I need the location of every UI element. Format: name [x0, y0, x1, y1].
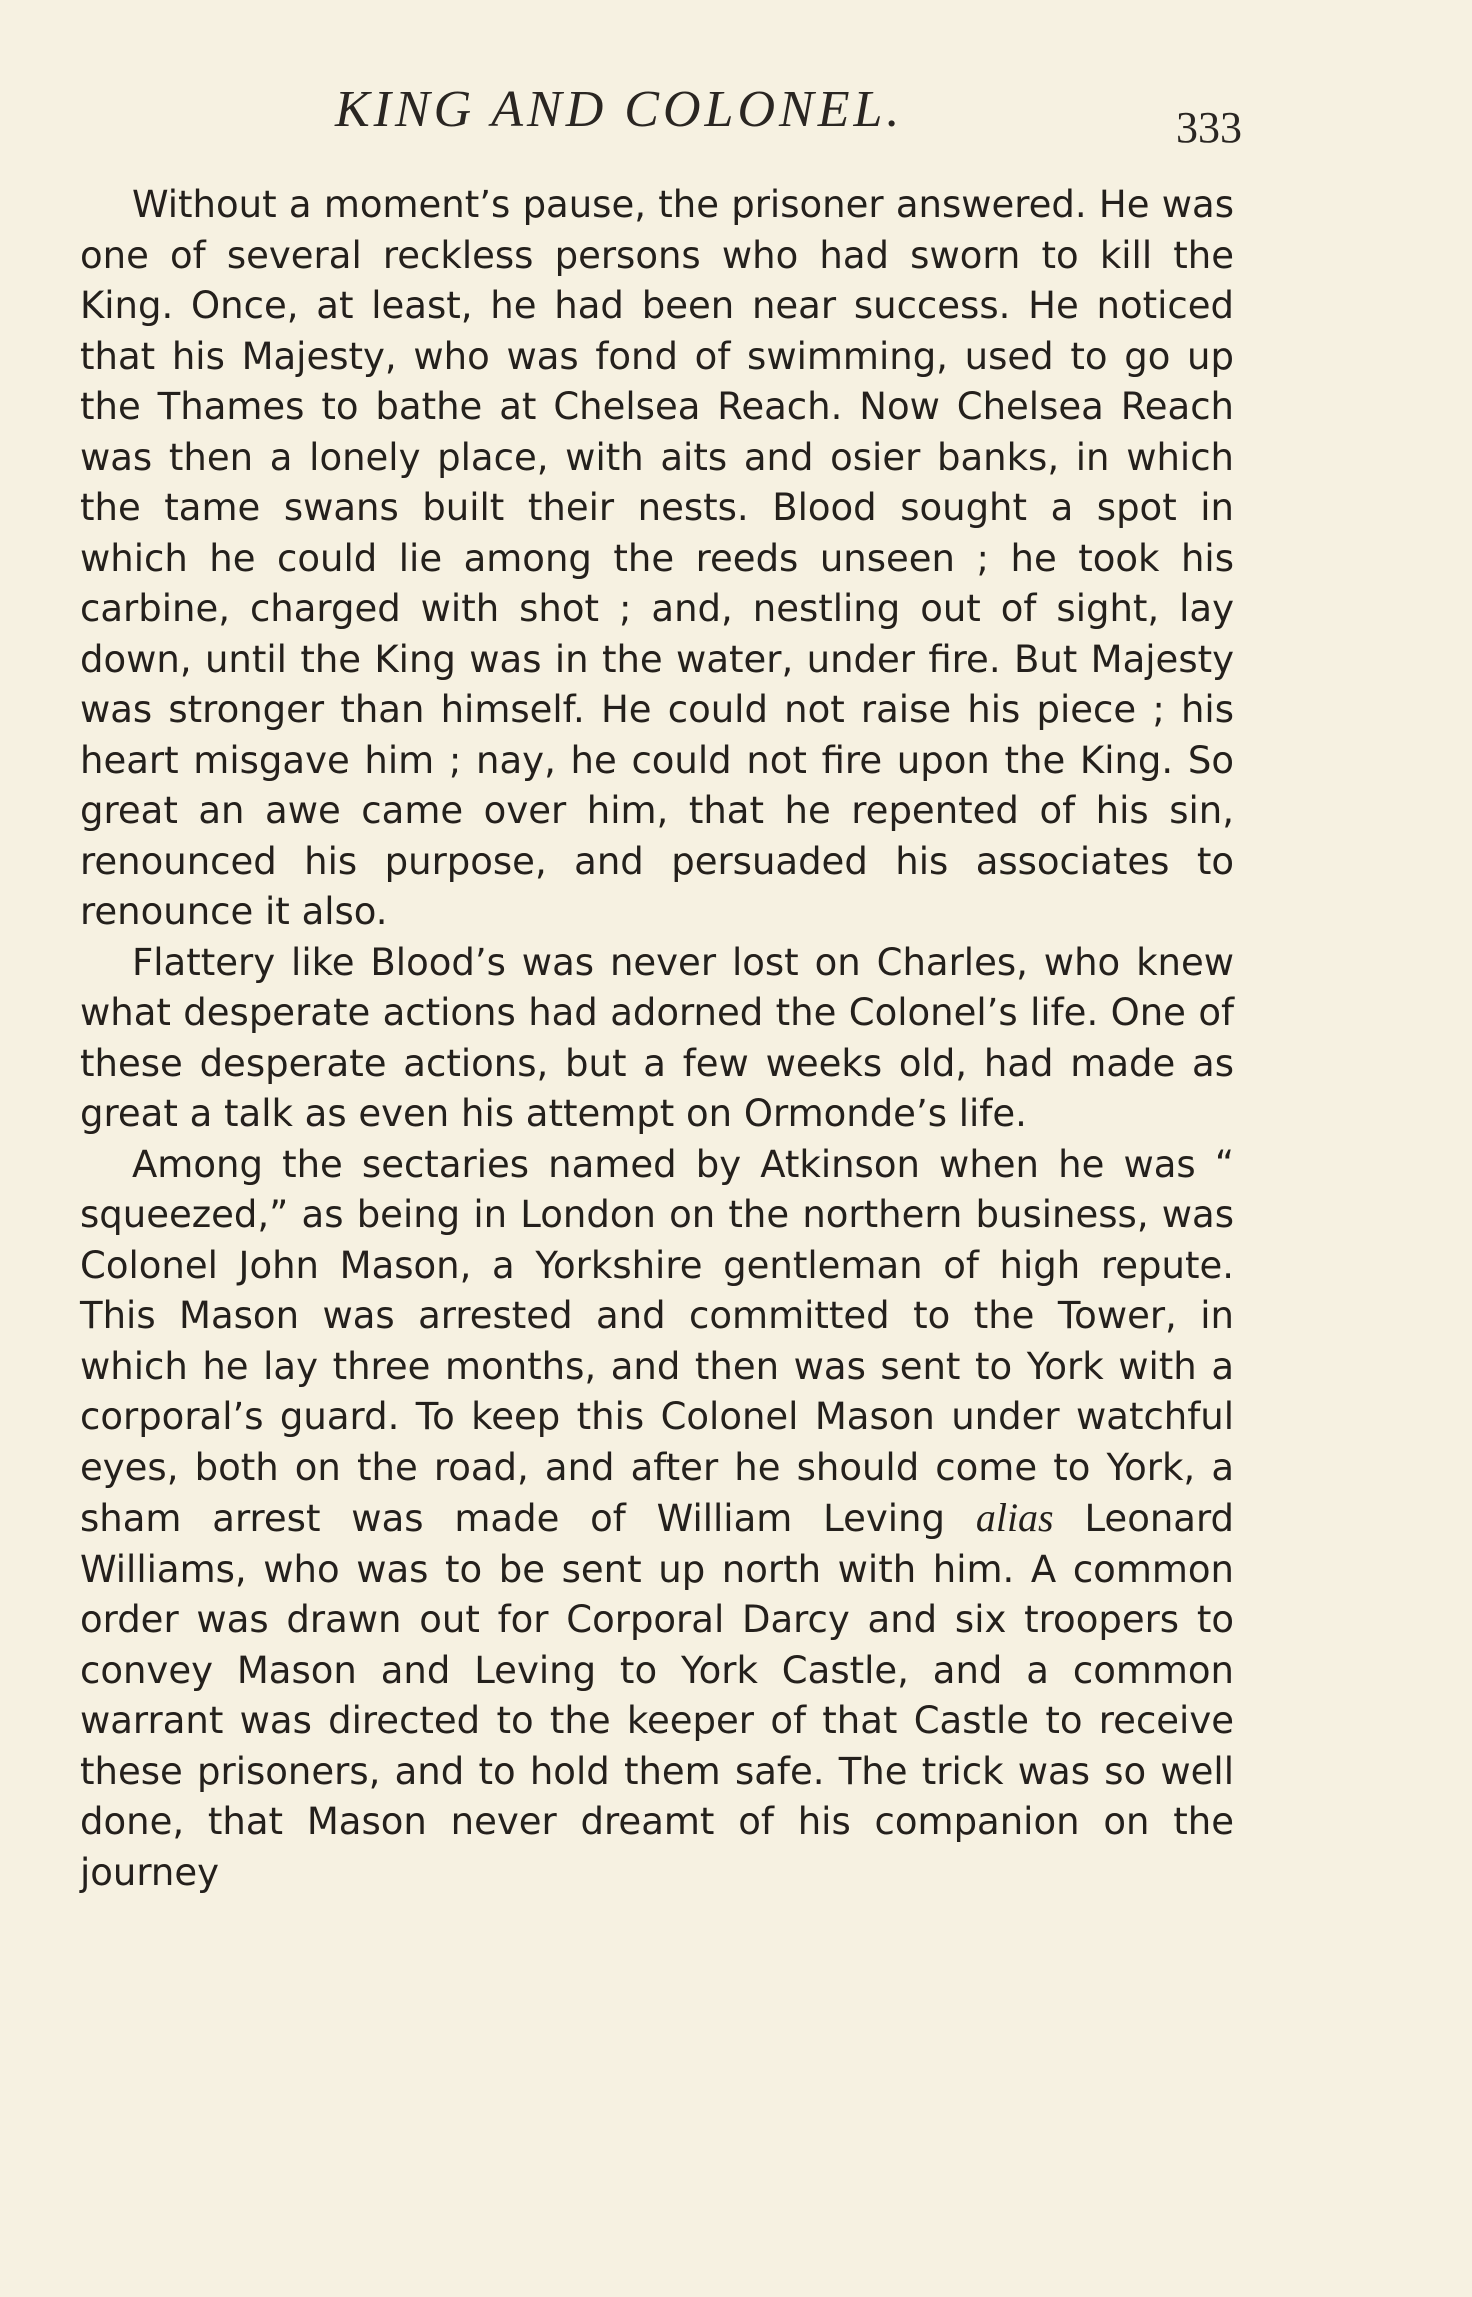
body-text: [80, 180, 1234, 1898]
paragraph-1: Without a moment’s pause, the prisoner answered. He was one of several reckless persons who had sworn to kill the King. Once, at least, he had been near success. He noticed that his Majesty, who was fond of swimming, used to go up the Thames to bathe at Chelsea Reach. Now Chelsea Reach was then a lonely place, with aits and osier banks, in which the tame swans built their nests. Blood sought a spot in which he could lie among the reeds unseen ; he took his carbine, charged with shot ; and, nestling out of sight, lay down, until the King was in the water, under fire. But Majesty was stronger than himself. He could not raise his piece ; his heart misgave him ; nay, he could not fire upon the King. So great an awe came over him, that he repented of his sin, renounced his purpose, and persuaded his associates to renounce it also.: [80, 183, 1234, 933]
paragraph-3-text-after: Leonard Williams, who was to be sent up north with him. A common order was drawn out for Corporal Darcy and six troopers to convey Mason and Leving to York Castle, and a common warrant was directed to the keeper of that Castle to receive these prisoners, and to hold them safe. The trick was so well done, that Mason never dreamt of his companion on the journey: [80, 1497, 1235, 1894]
paragraph-3-text-before: Among the sectaries named by Atkinson when he was “ squeezed,” as being in London on the northern business, was Colonel John Mason, a Yorkshire gentleman of high repute. This Mason was arrested and committed to the Tower, in which he lay three months, and then was sent to York with a corporal’s guard. To keep this Colonel Mason under watchful eyes, both on the road, and after he should come to York, a sham arrest was made of William Leving: [80, 1142, 1234, 1540]
paragraph-2: Flattery like Blood’s was never lost on Charles, who knew what desperate actions had adorned the Colonel’s life. One of these desperate actions, but a few weeks old, had made as great a talk as even his attempt on Ormonde’s life.: [80, 940, 1234, 1135]
page-number: 333: [1176, 103, 1242, 152]
paragraph-3: [80, 1140, 1234, 1899]
italic-alias: alias: [975, 1495, 1054, 1540]
running-title: KING AND COLONEL.: [335, 81, 904, 138]
page-header: [80, 80, 1242, 152]
